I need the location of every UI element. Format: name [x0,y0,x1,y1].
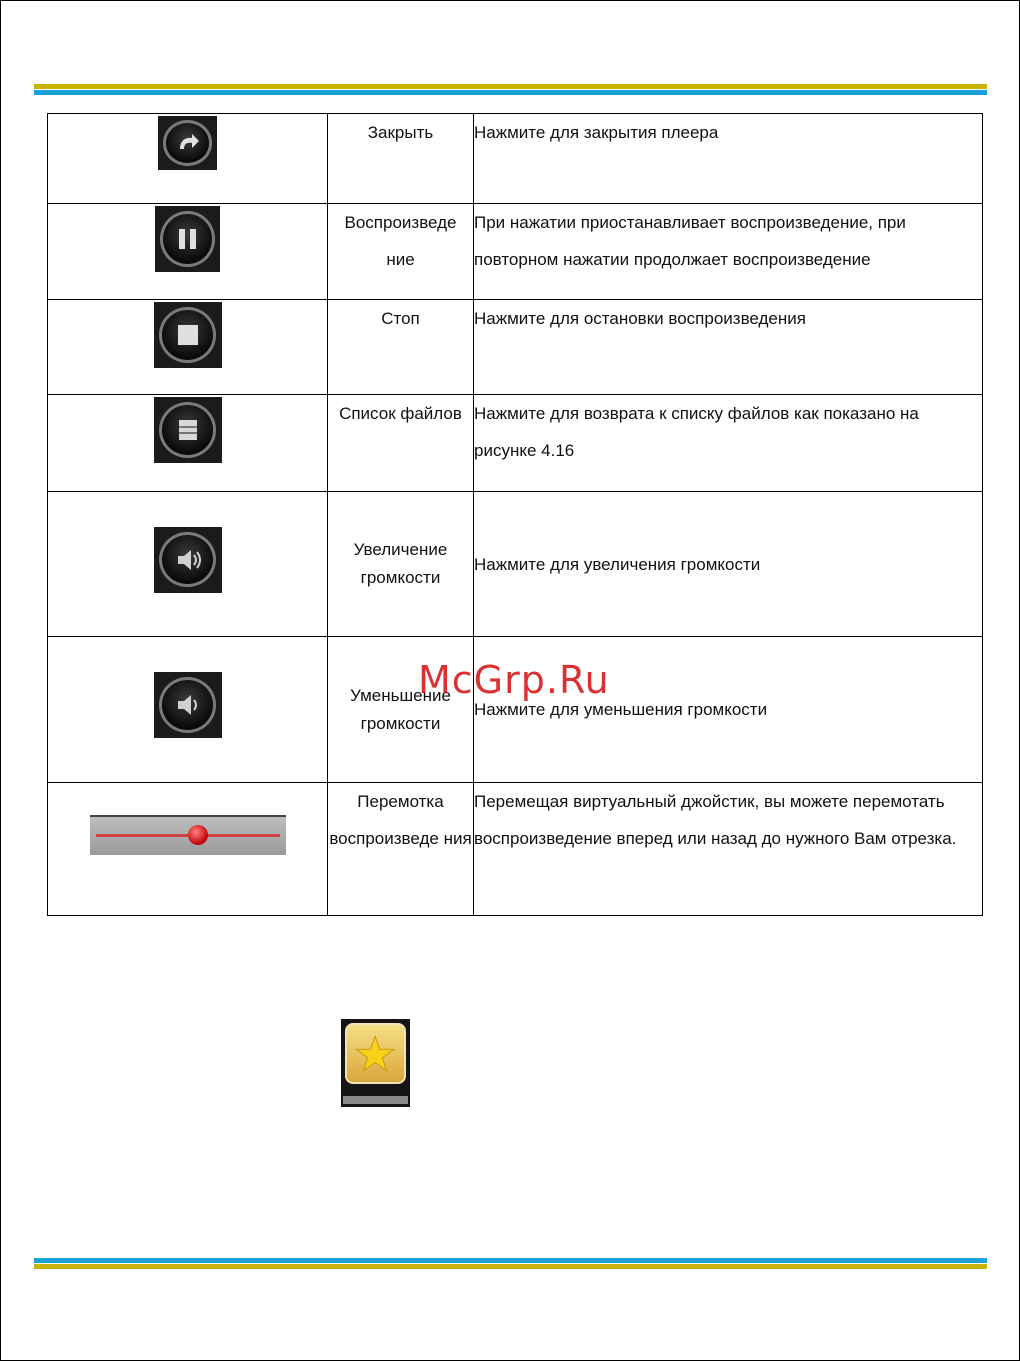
icon-cell [48,492,328,637]
header-stripe-yellow [34,84,987,89]
control-description: При нажатии приостанавливает воспроизведение, при повторном нажатии продолжает воспроизведение [474,204,983,300]
icon-cell [48,204,328,300]
control-description: Нажмите для остановки воспроизведения [474,300,983,395]
table-row [48,114,983,204]
control-name: Стоп [328,300,474,395]
table-row [48,204,983,300]
icon-cell [48,395,328,492]
icon-cell [48,783,328,916]
header-stripe-blue [34,90,987,95]
stop-icon [154,302,222,368]
volume-down-icon [154,672,222,738]
table-row [48,395,983,492]
favorites-star-app-icon [341,1019,410,1107]
watermark-text: McGrp.Ru [418,658,610,702]
table-row [48,300,983,395]
icon-cell [48,300,328,395]
control-name: Закрыть [328,114,474,204]
control-description: Нажмите для увеличения громкости [474,492,983,637]
close-return-icon [158,116,217,170]
control-description: Нажмите для возврата к списку файлов как показано на рисунке 4.16 [474,395,983,492]
control-description: Нажмите для уменьшения громкости [474,637,983,783]
icon-cell [48,114,328,204]
seek-bar-icon [90,815,286,855]
control-name: Список файлов [328,395,474,492]
controls-table [47,113,983,916]
control-description: Перемещая виртуальный джойстик, вы можете перемотать воспроизведение вперед или назад до нужного Вам отрезка. [474,783,983,916]
pause-icon [155,206,220,272]
table-row [48,492,983,637]
control-name: Увеличение громкости [328,492,474,637]
control-name: Воспроизведе ние [328,204,474,300]
control-description: Нажмите для закрытия плеера [474,114,983,204]
file-list-icon [154,397,222,463]
control-name: Перемотка воспроизведе ния [328,783,474,916]
control-name: Уменьшение громкости [328,637,474,783]
footer-stripe-yellow [34,1264,987,1269]
volume-up-icon [154,527,222,593]
table-row [48,783,983,916]
icon-cell [48,637,328,783]
footer-stripe-blue [34,1258,987,1263]
